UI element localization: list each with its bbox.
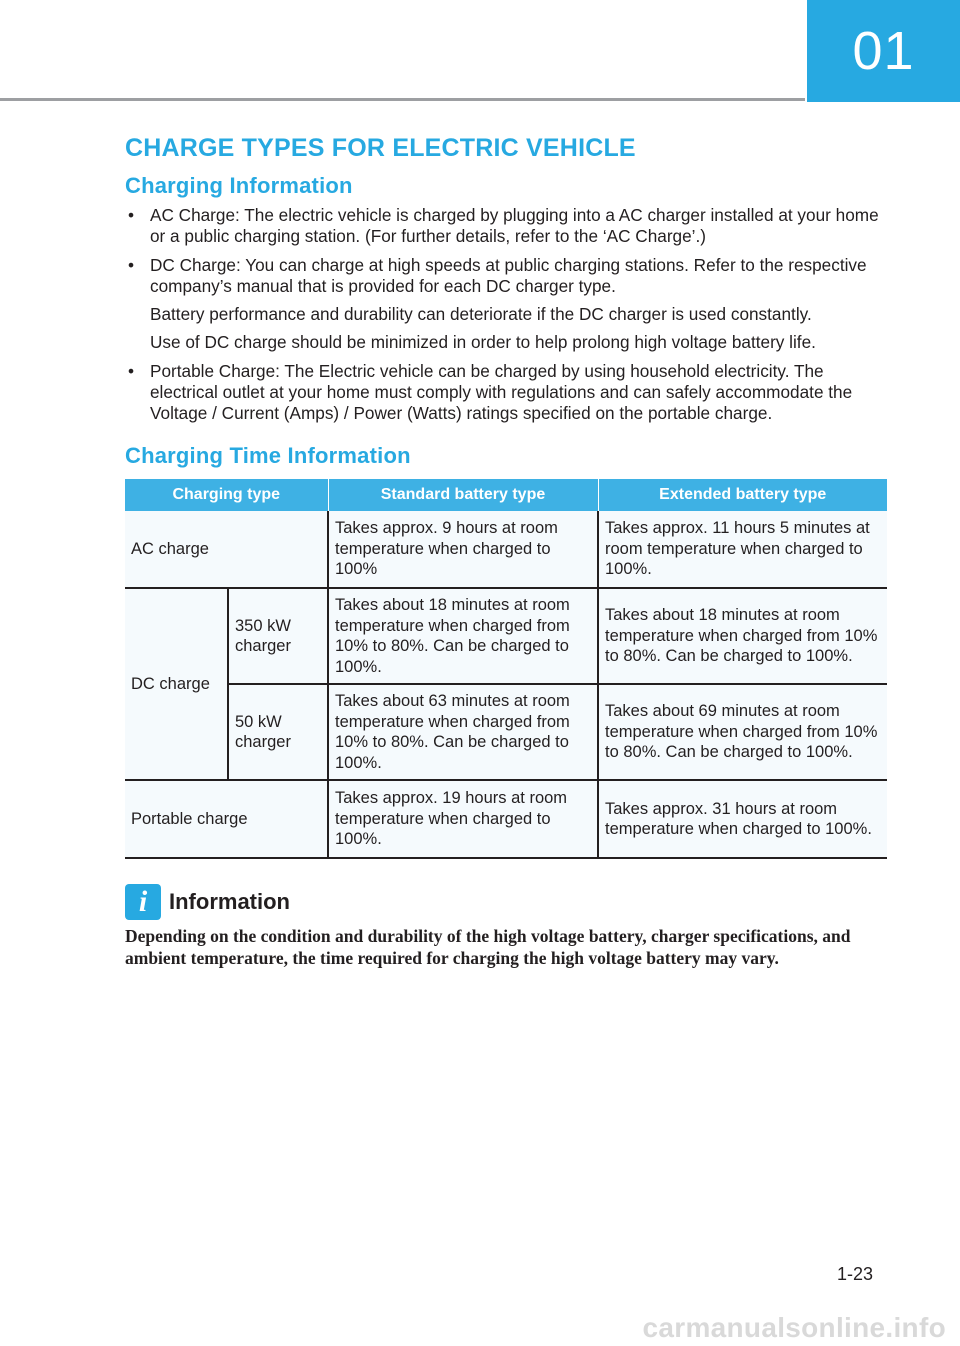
charge-type-cell: DC charge <box>125 588 228 780</box>
charging-information-heading: Charging Information <box>125 173 353 198</box>
standard-time-cell: Takes about 63 minutes at room temperature when charged from 10% to 80%. Can be charged to 100%. <box>328 684 598 780</box>
extended-time-cell: Takes about 18 minutes at room temperature when charged from 10% to 80%. Can be charged to 100%. <box>598 588 887 684</box>
standard-time-cell: Takes about 18 minutes at room temperature when charged from 10% to 80%. Can be charged to 100%. <box>328 588 598 684</box>
column-header-charging-type: Charging type <box>125 479 328 511</box>
list-item-ac-charge <box>125 205 887 247</box>
bullet-marker: • <box>128 361 135 381</box>
charging-time-heading: Charging Time Information <box>125 443 411 468</box>
charging-time-table <box>125 479 887 859</box>
bullet-marker: • <box>128 255 135 275</box>
extended-time-cell: Takes approx. 31 hours at room temperature when charged to 100%. <box>598 780 887 858</box>
extended-time-cell: Takes about 69 minutes at room temperature when charged from 10% to 80%. Can be charged to 100%. <box>598 684 887 780</box>
extended-time-cell: Takes approx. 11 hours 5 minutes at room temperature when charged to 100%. <box>598 511 887 588</box>
page-content <box>125 134 887 969</box>
standard-time-cell: Takes approx. 19 hours at room temperature when charged to 100%. <box>328 780 598 858</box>
list-item-text: DC Charge: You can charge at high speeds at public charging stations. Refer to the respective company’s manual that is provided for each DC charger type. <box>150 255 867 296</box>
list-item-text: Portable Charge: The Electric vehicle can be charged by using household electricity. The electrical outlet at your home must comply with regulations and can safely accommodate the Voltage / Current (Amps) / Power (Watts) ratings specified on the portable charge. <box>150 361 853 423</box>
list-item-dc-charge <box>125 255 887 353</box>
bullet-marker: • <box>128 205 135 225</box>
table-row <box>125 780 887 858</box>
column-header-extended: Extended battery type <box>598 479 887 511</box>
table-row <box>125 684 887 780</box>
column-header-standard: Standard battery type <box>328 479 598 511</box>
section-title: CHARGE TYPES FOR ELECTRIC VEHICLE <box>125 134 636 162</box>
information-title: Information <box>169 889 290 914</box>
information-header <box>125 884 887 920</box>
list-item-text: AC Charge: The electric vehicle is charged by plugging into a AC charger installed at your home or a public charging station. (For further details, refer to the ‘AC Charge’.) <box>150 205 879 246</box>
charger-subtype-cell: 50 kW charger <box>228 684 328 780</box>
header-rule <box>0 98 805 101</box>
chapter-number: 01 <box>852 21 915 81</box>
information-body: Depending on the condition and durability of the high voltage battery, charger specifications, and ambient temperature, the time required for charging the high voltage battery may vary. <box>125 926 851 968</box>
page-number: 1-23 <box>836 1264 873 1284</box>
standard-time-cell: Takes approx. 9 hours at room temperature when charged to 100% <box>328 511 598 588</box>
table-header-row <box>125 479 887 511</box>
charging-info-list <box>125 205 887 424</box>
charge-type-cell: AC charge <box>125 511 328 588</box>
info-icon: i <box>125 884 161 920</box>
watermark: carmanualsonline.info <box>642 1312 946 1343</box>
list-item-text: Use of DC charge should be minimized in order to help prolong high voltage battery life. <box>150 332 816 352</box>
list-item-text: Battery performance and durability can deteriorate if the DC charger is used constantly. <box>150 304 812 324</box>
table-row <box>125 511 887 588</box>
charge-type-cell: Portable charge <box>125 780 328 858</box>
charger-subtype-cell: 350 kW charger <box>228 588 328 684</box>
list-item-portable-charge <box>125 361 887 424</box>
chapter-tab <box>807 0 960 102</box>
table-row <box>125 588 887 684</box>
